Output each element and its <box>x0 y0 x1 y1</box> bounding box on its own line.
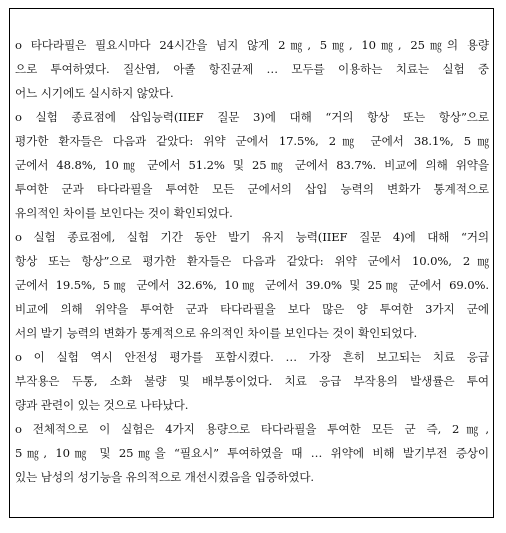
text-line: 있는 남성의 성기능을 유의적으로 개선시켰음을 입증하였다. <box>15 470 315 484</box>
text-line: 유의적인 차이를 보인다는 것이 확인되었다. <box>15 206 233 220</box>
paragraph <box>15 225 489 345</box>
text-line: 비교에 의해 위약을 투여한 군과 타다라필을 보다 많은 양 투여한 3가지 군에 <box>15 302 489 316</box>
text-line: 투여한 군과 타다라필을 투여한 모든 군에서의 삽입 능력의 변화가 통계적으로 <box>15 182 489 196</box>
text-line: 군에서 19.5%, 5㎎ 군에서 32.6%, 10㎎ 군에서 39.0% 및 25㎎ 군에서 69.0%. <box>15 278 489 292</box>
paragraph <box>15 417 489 489</box>
text-line: 항상 또는 항상”으로 평가한 환자들은 다음과 같았다: 위약 군에서 10.0%, 2㎎ <box>15 254 489 268</box>
text-line: o 실험 종료점에, 실험 기간 동안 발기 유지 능력(IIEF 질문 4)에 대해 “거의 <box>15 230 489 244</box>
text-line: 량과 관련이 있는 것으로 나타났다. <box>15 398 189 412</box>
text-line: 평가한 환자들은 다음과 같았다: 위약 군에서 17.5%, 2㎎ 군에서 38.1%, 5㎎ <box>15 134 489 148</box>
text-line: 으로 투여하였다. 질산염, 아졸 항진균제 … 모두를 이용하는 치료는 실험 중 <box>15 62 489 76</box>
text-line: o 이 실험 역시 안전성 평가를 포함시켰다. … 가장 흔히 보고되는 치료 응급 <box>15 350 489 364</box>
text-line: 서의 발기 능력의 변화가 통계적으로 유의적인 차이를 보인다는 것이 확인되었다. <box>15 326 418 340</box>
text-line: o 실험 종료점에 삽입능력(IIEF 질문 3)에 대해 “거의 항상 또는 항상”으로 <box>15 110 489 124</box>
text-line: 군에서 48.8%, 10㎎ 군에서 51.2% 및 25㎎ 군에서 83.7%. 비교에 의해 위약을 <box>15 158 489 172</box>
paragraph <box>15 105 489 225</box>
text-line: 5㎎, 10㎎ 및 25㎎을 “필요시” 투여하였을 때 … 위약에 비해 발기부전 증상이 <box>15 446 489 460</box>
text-line: o 전체적으로 이 실험은 4가지 용량으로 타다라필을 투여한 모든 군 즉, 2㎎, <box>15 422 489 436</box>
paragraph <box>15 345 489 417</box>
text-line: 부작용은 두통, 소화 불량 및 배부통이었다. 치료 응급 부작용의 발생률은 투여 <box>15 374 489 388</box>
document-body <box>15 33 489 489</box>
paragraph <box>15 33 489 105</box>
text-line: 어느 시기에도 실시하지 않았다. <box>15 86 174 100</box>
text-line: o 타다라필은 필요시마다 24시간을 넘지 않게 2㎎, 5㎎, 10㎎, 25㎎의 용량 <box>15 38 489 52</box>
